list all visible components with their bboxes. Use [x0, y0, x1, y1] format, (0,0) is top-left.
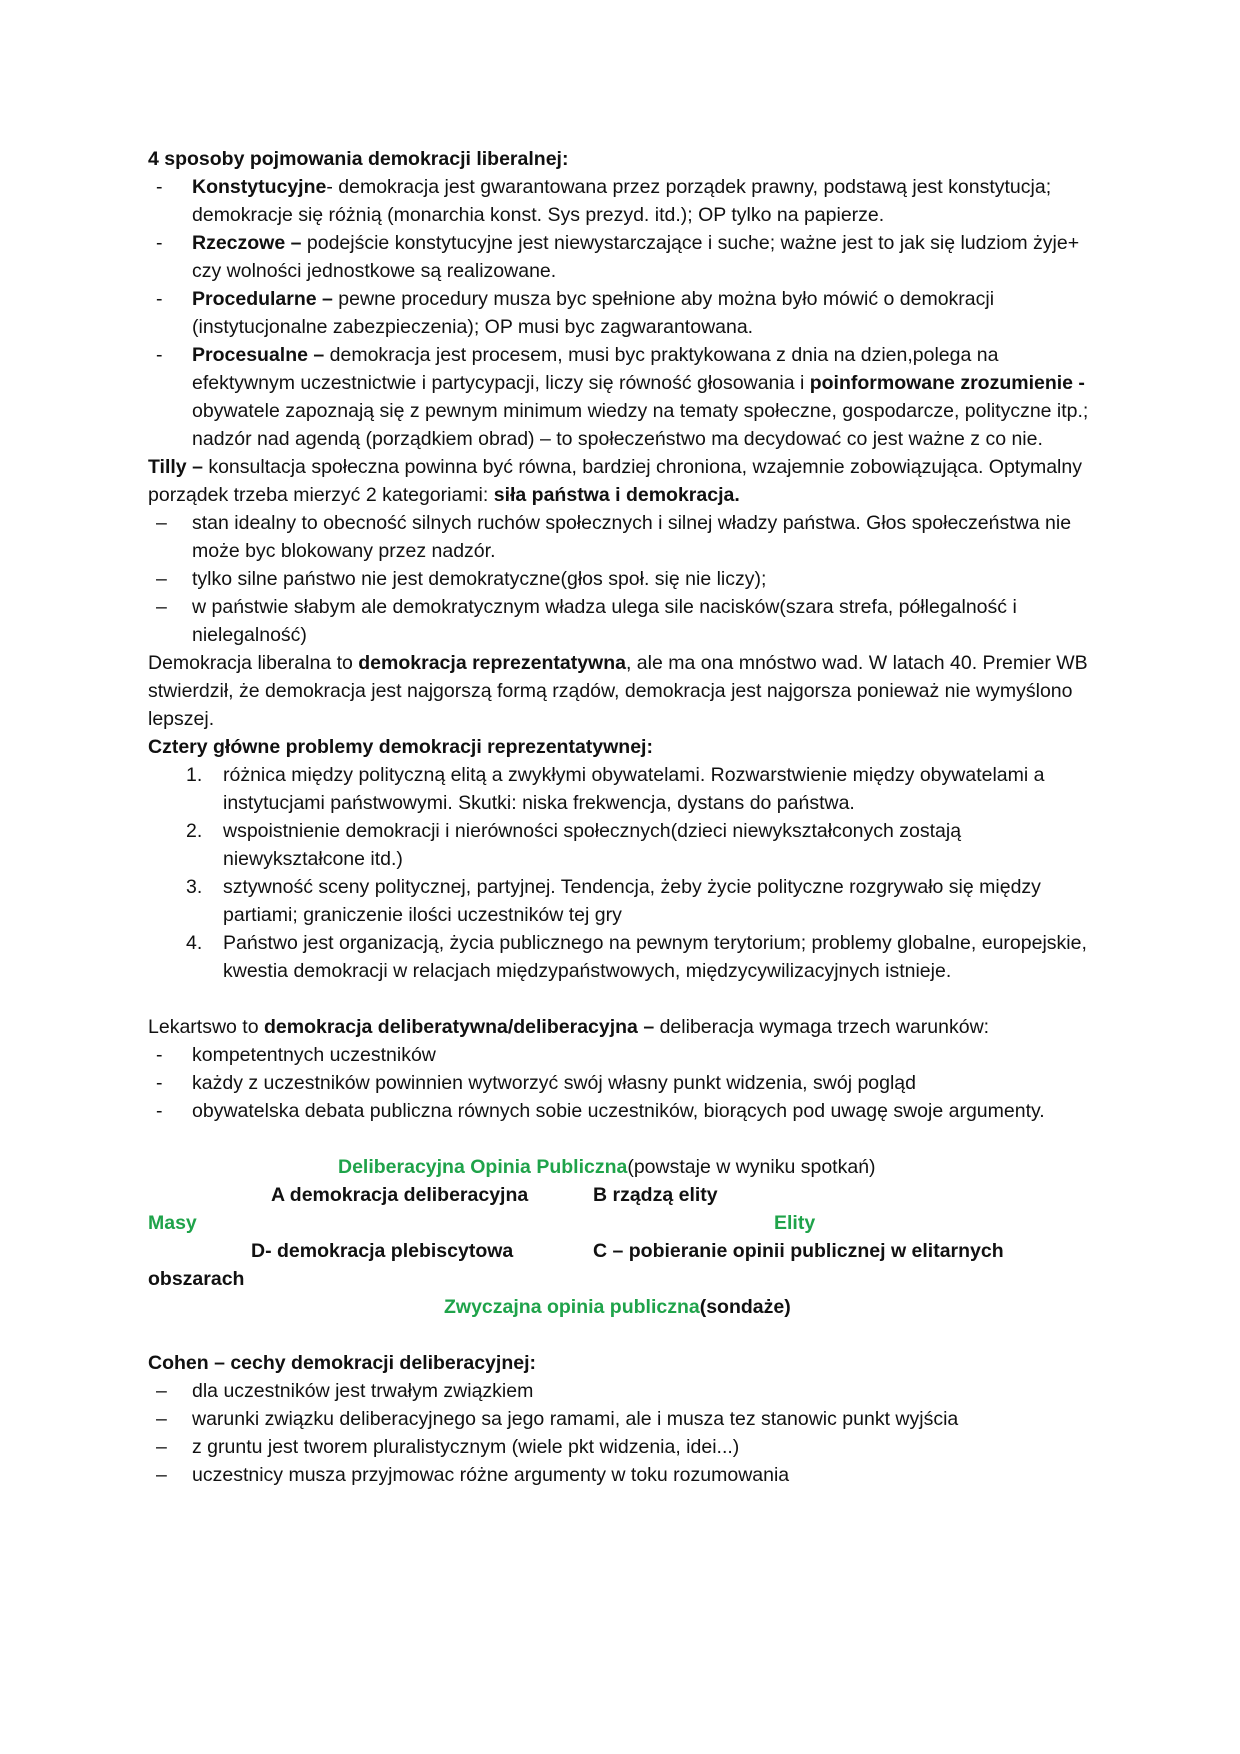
opinion-diagram — [148, 1153, 1098, 1321]
problems-list — [148, 761, 1098, 985]
liberal-democracy-list — [148, 173, 1098, 453]
diagram-masy-label: Masy — [148, 1212, 197, 1234]
diagram-c-label: C – pobieranie opinii publicznej w elitarnych — [593, 1240, 1004, 1262]
representative-paragraph: Demokracja liberalna to demokracja reprezentatywna, ale ma ona mnóstwo wad. W latach 40. Premier WB stwierdził, że demokracja jest najgorszą formą rządów, demokracja jest najgorsza ponieważ nie wymyślono lepszej. — [148, 652, 1088, 730]
list-item: 3. sztywność sceny politycznej, partyjnej. Tendencja, żeby życie polityczne rozgrywało się między partiami; graniczenie ilości uczestników tej gry — [186, 876, 1041, 926]
deliberative-list — [148, 1041, 1098, 1125]
list-item: - Procesualne – demokracja jest procesem, musi byc praktykowana z dnia na dzien,polega na efektywnym uczestnictwie i partycypacji, liczy się równość głosowania i poinformowane zrozumienie - obywatele zapoznają się z pewnym minimum wiedzy na tematy społeczne, gospodarcze, polityczne itp.; nadzór nad agendą (porządkiem obrad) – to społeczeństwo ma decydować co jest ważne z co nie. — [156, 344, 1089, 450]
deliberative-paragraph: Lekartswo to demokracja deliberatywna/deliberacyjna – deliberacja wymaga trzech warunków: — [148, 1016, 990, 1038]
list-item: 2. wspoistnienie demokracji i nierówności społecznych(dzieci niewykształconych zostają niewykształcone itd.) — [186, 820, 962, 870]
list-item: 1. różnica między polityczną elitą a zwykłymi obywatelami. Rozwarstwienie między obywatelami a instytucjami państwowymi. Skutki: niska frekwencja, dystans do państwa. — [186, 764, 1045, 814]
list-item: – dla uczestników jest trwałym związkiem — [156, 1380, 534, 1402]
list-item: – w państwie słabym ale demokratycznym władza ulega sile nacisków(szara strefa, półlegalność i nielegalność) — [156, 596, 1017, 646]
list-item: - Rzeczowe – podejście konstytucyjne jest niewystarczające i suche; ważne jest to jak się ludziom żyje+ czy wolności jednostkowe są realizowane. — [156, 232, 1080, 282]
list-item: – uczestnicy musza przyjmowac różne argumenty w toku rozumowania — [156, 1464, 790, 1486]
section-title: 4 sposoby pojmowania demokracji liberalnej: — [148, 148, 569, 170]
section-title: Cohen – cechy demokracji deliberacyjnej: — [148, 1352, 536, 1374]
tilly-list — [148, 509, 1098, 649]
list-item: – warunki związku deliberacyjnego sa jego ramami, ale i musza tez stanowic punkt wyjścia — [156, 1408, 959, 1430]
list-item: - Konstytucyjne- demokracja jest gwarantowana przez porządek prawny, podstawą jest konstytucja; demokracje się różnią (monarchia konst. Sys prezyd. itd.); OP tylko na papierze. — [156, 176, 1052, 226]
diagram-bottom-label: Zwyczajna opinia publiczna(sondaże) — [444, 1296, 791, 1318]
diagram-a-label: A demokracja deliberacyjna — [271, 1184, 529, 1206]
list-item: - Procedularne – pewne procedury musza byc spełnione aby można było mówić o demokracji (instytucjonalne zabezpieczenia); OP musi byc zagwarantowana. — [156, 288, 995, 338]
tilly-paragraph: Tilly – konsultacja społeczna powinna być równa, bardziej chroniona, wzajemnie zobowiązująca. Optymalny porządek trzeba mierzyć 2 kategoriami: siła państwa i demokracja. — [148, 456, 1082, 506]
cohen-list — [148, 1377, 1098, 1489]
document-page — [148, 145, 1098, 1489]
list-item: - obywatelska debata publiczna równych sobie uczestników, biorących pod uwagę swoje argumenty. — [156, 1100, 1045, 1122]
diagram-d-label: D- demokracja plebiscytowa — [251, 1240, 514, 1262]
list-item: - kompetentnych uczestników — [156, 1044, 436, 1066]
list-item: 4. Państwo jest organizacją, życia publicznego na pewnym terytorium; problemy globalne, europejskie, kwestia demokracji w relacjach międzypaństwowych, międzycywilizacyjnych istnieje. — [186, 932, 1087, 982]
list-item: – z gruntu jest tworem pluralistycznym (wiele pkt widzenia, idei...) — [156, 1436, 740, 1458]
list-item: - każdy z uczestników powinnien wytworzyć swój własny punkt widzenia, swój pogląd — [156, 1072, 916, 1094]
diagram-b-label: B rządzą elity — [593, 1184, 718, 1206]
section-title: Cztery główne problemy demokracji reprezentatywnej: — [148, 736, 653, 758]
list-item: – stan idealny to obecność silnych ruchów społecznych i silnej władzy państwa. Głos społeczeństwa nie może byc blokowany przez nadzór. — [156, 512, 1072, 562]
diagram-top-label: Deliberacyjna Opinia Publiczna(powstaje w wyniku spotkań) — [338, 1156, 876, 1178]
list-item: – tylko silne państwo nie jest demokratyczne(głos społ. się nie liczy); — [156, 568, 767, 590]
diagram-c-continued: obszarach — [148, 1268, 245, 1290]
diagram-elity-label: Elity — [774, 1212, 816, 1234]
